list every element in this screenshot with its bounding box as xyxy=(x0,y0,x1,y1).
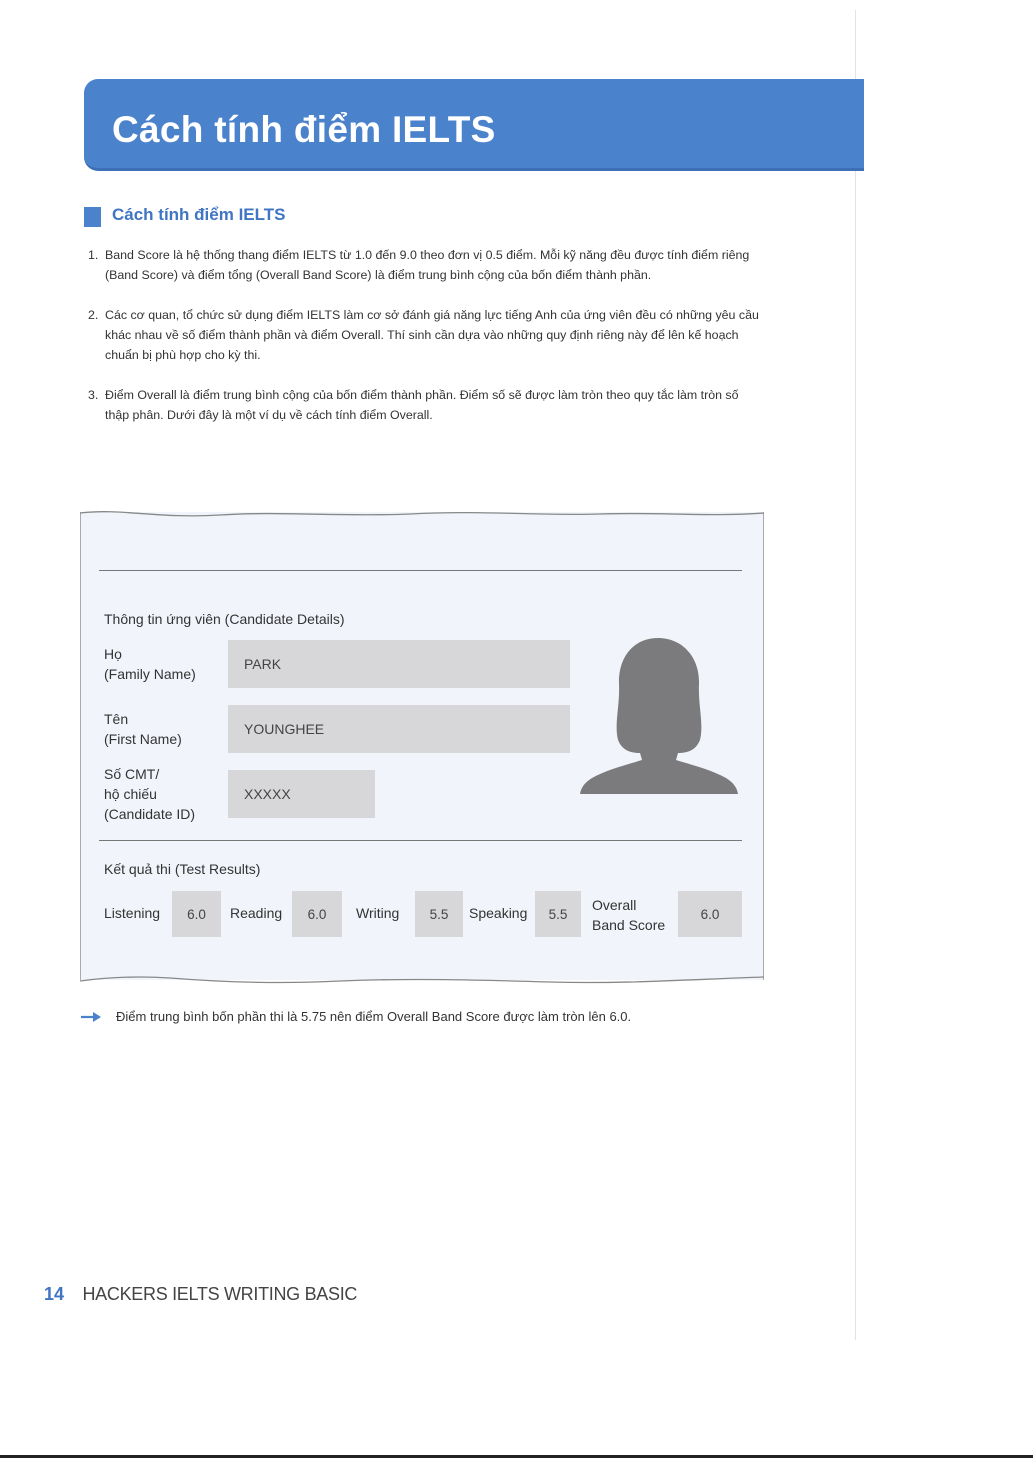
candidate-id-label-vi-1: Số CMT/ xyxy=(104,766,160,782)
first-name-label-en: (First Name) xyxy=(104,731,182,747)
list-item-text: Các cơ quan, tổ chức sử dụng điểm IELTS làm cơ sở đánh giá năng lực tiếng Anh của ứng viên đều có những yêu cầu khác nhau về số điểm thành phần và điểm Overall. Thí sinh cần dựa vào những quy định riêng này để lên kế hoạch chuẩn bị phù hợp cho kỳ thi. xyxy=(105,308,759,362)
list-item-text: Điểm Overall là điểm trung bình cộng của bốn điểm thành phần. Điểm số sẽ được làm tròn theo quy tắc làm tròn số thập phân. Dưới đây là một ví dụ về cách tính điểm Overall. xyxy=(105,388,739,422)
torn-edge-bottom xyxy=(80,972,764,988)
page-footer xyxy=(44,1284,357,1305)
reading-label: Reading xyxy=(230,905,283,921)
list-item xyxy=(84,305,764,365)
listening-label: Listening xyxy=(104,905,161,921)
overall-label-line-2: Band Score xyxy=(592,917,666,933)
numbered-list xyxy=(84,245,764,445)
page-title: Cách tính điểm IELTS xyxy=(112,109,496,150)
family-name-label-vi: Họ xyxy=(104,646,122,662)
first-name-label-vi: Tên xyxy=(104,711,129,727)
list-item-number: 1. xyxy=(88,248,99,262)
list-item xyxy=(84,385,764,425)
family-name-label xyxy=(104,644,196,684)
writing-score: 5.5 xyxy=(415,891,463,937)
overall-label-line-1: Overall xyxy=(592,897,637,913)
first-name-label xyxy=(104,709,182,749)
family-name-field: PARK xyxy=(228,640,570,688)
book-title: HACKERS IELTS WRITING BASIC xyxy=(82,1284,358,1304)
test-report-card xyxy=(80,512,764,980)
listening-score: 6.0 xyxy=(172,891,221,937)
overall-band-score: 6.0 xyxy=(678,891,742,937)
candidate-photo-silhouette-icon xyxy=(578,632,740,794)
arrow-right-icon xyxy=(80,1010,104,1024)
candidate-id-field: XXXXX xyxy=(228,770,375,818)
torn-edge-top xyxy=(80,507,764,523)
candidate-id-label-vi-2: hộ chiếu xyxy=(104,786,157,802)
divider-line xyxy=(99,840,742,841)
family-name-label-en: (Family Name) xyxy=(104,666,196,682)
candidate-id-label-en: (Candidate ID) xyxy=(104,806,196,822)
reading-score: 6.0 xyxy=(292,891,342,937)
list-item-number: 3. xyxy=(88,388,99,402)
speaking-label: Speaking xyxy=(469,905,528,921)
page-number: 14 xyxy=(44,1284,65,1304)
overall-band-score-label xyxy=(592,895,665,935)
page-edge xyxy=(855,10,856,1340)
test-results-label: Kết quả thi (Test Results) xyxy=(104,861,261,877)
speaking-score: 5.5 xyxy=(535,891,581,937)
square-bullet-icon xyxy=(84,207,101,227)
candidate-details-label: Thông tin ứng viên (Candidate Details) xyxy=(104,611,345,627)
section-title: Cách tính điểm IELTS xyxy=(112,205,286,224)
divider-line xyxy=(99,570,742,571)
list-item-text: Band Score là hệ thống thang điểm IELTS từ 1.0 đến 9.0 theo đơn vị 0.5 điểm. Mỗi kỹ năng đều được tính điểm riêng (Band Score) và điểm tổng (Overall Band Score) là điểm trung bình cộng của bốn điểm thành phần. xyxy=(105,248,750,282)
list-item xyxy=(84,245,764,285)
first-name-field: YOUNGHEE xyxy=(228,705,570,753)
list-item-number: 2. xyxy=(88,308,99,322)
candidate-id-label xyxy=(104,764,195,824)
note-text: Điểm trung bình bốn phần thi là 5.75 nên điểm Overall Band Score được làm tròn lên 6.0. xyxy=(116,1009,632,1024)
title-banner xyxy=(84,79,864,171)
writing-label: Writing xyxy=(356,905,400,921)
